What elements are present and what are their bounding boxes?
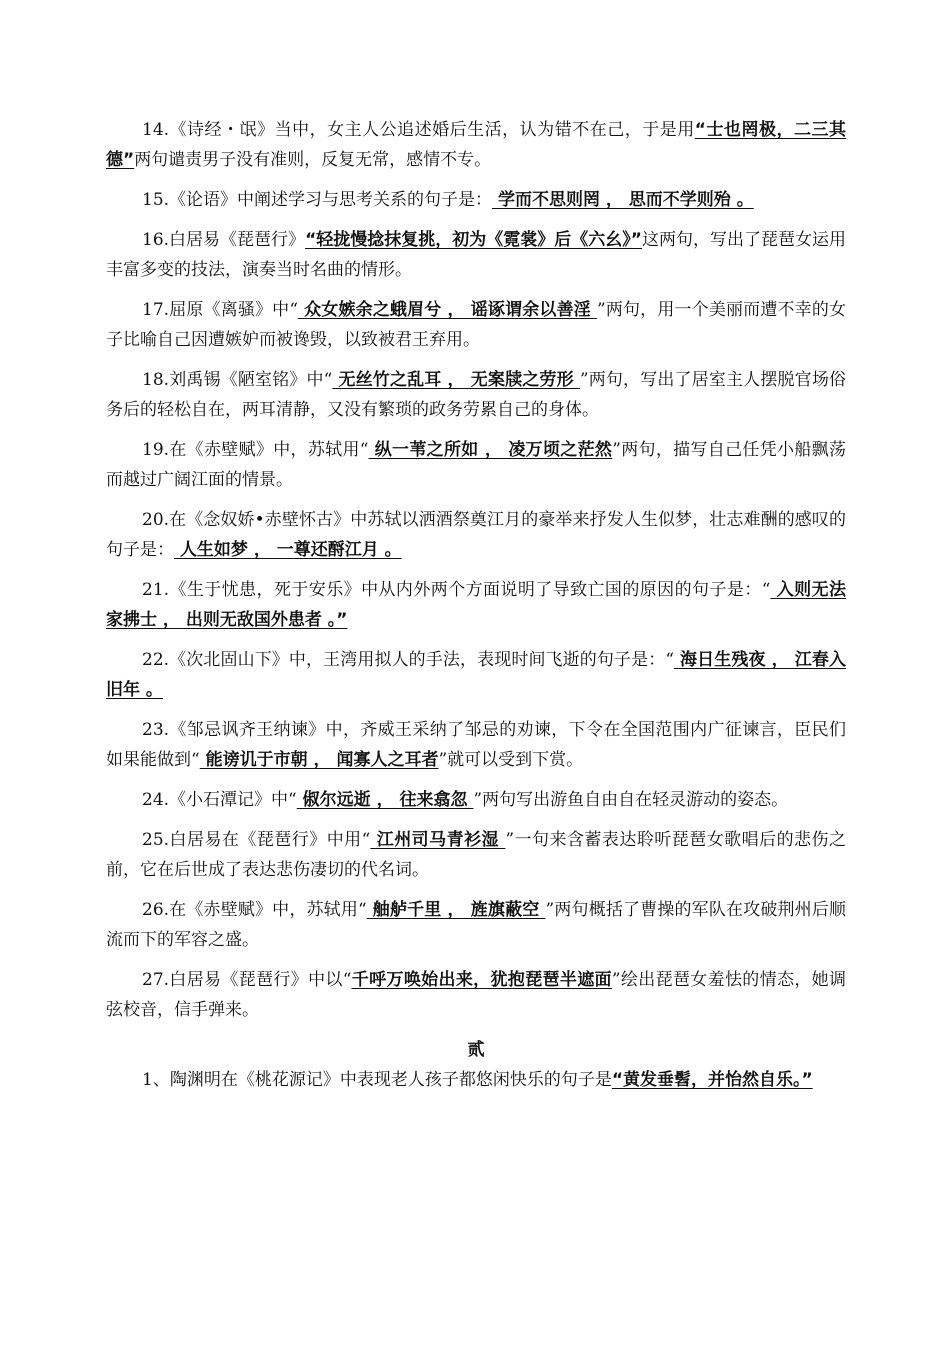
- answer-text: 江州司马青衫湿: [370, 830, 506, 850]
- question-text: 21.《生于忧患，死于安乐》中从内外两个方面说明了导致亡国的原因的句子是：“: [142, 580, 771, 600]
- answer-text: 学而不思则罔 ， 思而不学则殆 。: [492, 190, 754, 210]
- question-25: [106, 825, 846, 885]
- question-22: [106, 645, 846, 705]
- question-21: [106, 575, 846, 635]
- question-text: 24.《小石潭记》中“: [142, 790, 297, 810]
- question-text: ”两句，描写自己任凭小船飘荡而越过广阔江面的情景。: [106, 440, 846, 490]
- question-text: 16.白居易《琵琶行》: [142, 230, 306, 250]
- answer-text: 能谤讥于市朝 ， 闻寡人之耳者: [199, 750, 439, 770]
- question-text: 20.在《念奴娇•赤壁怀古》中苏轼以洒酒祭奠江月的豪举来抒发人生似梦，壮志难酬的感叹的句子是：: [106, 510, 846, 560]
- answer-text: 入则无法家拂士 ， 出则无敌国外患者 。”: [106, 580, 847, 630]
- question-text: ”绘出琵琶女羞怯的情态，她调弦校音，信手弹来。: [106, 970, 847, 1020]
- question-16: [106, 225, 846, 285]
- section-question-1: [106, 1065, 846, 1095]
- answer-text: 无丝竹之乱耳 ， 无案牍之劳形: [332, 370, 580, 390]
- question-text: ”两句写出游鱼自由自在轻灵游动的姿态。: [473, 790, 789, 810]
- question-17: [106, 295, 846, 355]
- question-27: [106, 965, 846, 1025]
- answer-text: 千呼万唤始出来，犹抱琵琶半遮面: [351, 970, 612, 990]
- answer-text: 舳舻千里 ， 旌旗蔽空: [366, 900, 546, 920]
- answer-text: 人生如梦 ， 一尊还酹江月 。: [174, 540, 402, 560]
- answer-text: “黄发垂髫，并怡然自乐。”: [611, 1070, 813, 1090]
- question-text: 25.白居易在《琵琶行》中用“: [142, 830, 371, 850]
- answer-text: 海日生残夜 ， 江春入旧年 。: [106, 650, 846, 700]
- document-page: [106, 115, 846, 1105]
- question-text: ”两句，写出了居室主人摆脱官场俗务后的轻松自在，两耳清静，又没有繁琐的政务劳累自己的身体。: [106, 370, 846, 420]
- question-text: 17.屈原《离骚》中“: [142, 300, 299, 320]
- question-20: [106, 505, 846, 565]
- question-15: [106, 185, 846, 215]
- question-text: 19.在《赤壁赋》中，苏轼用“: [142, 440, 369, 460]
- question-text: ”两句，用一个美丽而遭不幸的女子比喻自己因遭嫉妒而被谗毁，以致被君王弃用。: [106, 300, 846, 350]
- question-23: [106, 715, 846, 775]
- question-text: ”就可以受到下赏。: [438, 750, 584, 770]
- question-text: 1、陶渊明在《桃花源记》中表现老人孩子都悠闲快乐的句子是: [142, 1070, 612, 1090]
- question-26: [106, 895, 846, 955]
- question-text: 两句谴责男子没有准则，反复无常，感情不专。: [134, 150, 492, 170]
- question-text: ”一句来含蓄表达聆听琵琶女歌唱后的悲伤之前，它在后世成了表达悲伤凄切的代名词。: [106, 830, 846, 880]
- question-text: 15.《论语》中阐述学习与思考关系的句子是：: [142, 190, 493, 210]
- question-text: 14.《诗经・氓》当中，女主人公追述婚后生活，认为错不在己，于是用: [142, 120, 695, 140]
- answer-text: 纵一苇之所如 ， 凌万顷之茫然: [368, 440, 613, 460]
- question-24: [106, 785, 846, 815]
- question-text: 27.白居易《琵琶行》中以“: [142, 970, 352, 990]
- section-heading: 贰: [467, 1040, 485, 1060]
- question-text: 22.《次北固山下》中，王湾用拟人的手法，表现时间飞逝的句子是：“: [142, 650, 675, 670]
- question-text: 26.在《赤壁赋》中，苏轼用“: [142, 900, 367, 920]
- answer-text: 俶尔远逝 ， 往来翕忽: [296, 790, 474, 810]
- answer-text: “轻拢慢捻抹复挑，初为《霓裳》后《六幺》”: [305, 230, 642, 250]
- answer-text: 众女嫉余之蛾眉兮 ， 谣诼谓余以善淫: [298, 300, 597, 320]
- question-text: 18.刘禹锡《陋室铭》中“: [142, 370, 333, 390]
- question-14: [106, 115, 846, 175]
- question-18: [106, 365, 846, 425]
- question-text: 23.《邹忌讽齐王纳谏》中，齐威王采纳了邹忌的劝谏，下令在全国范围内广征谏言，臣民们如果能做到“: [106, 720, 846, 770]
- answer-text: “士也罔极，二三其德”: [106, 120, 846, 170]
- question-19: [106, 435, 846, 495]
- question-text: 这两句，写出了琵琶女运用丰富多变的技法，演奏当时名曲的情形。: [106, 230, 846, 280]
- question-text: ”两句概括了曹操的军队在攻破荆州后顺流而下的军容之盛。: [106, 900, 846, 950]
